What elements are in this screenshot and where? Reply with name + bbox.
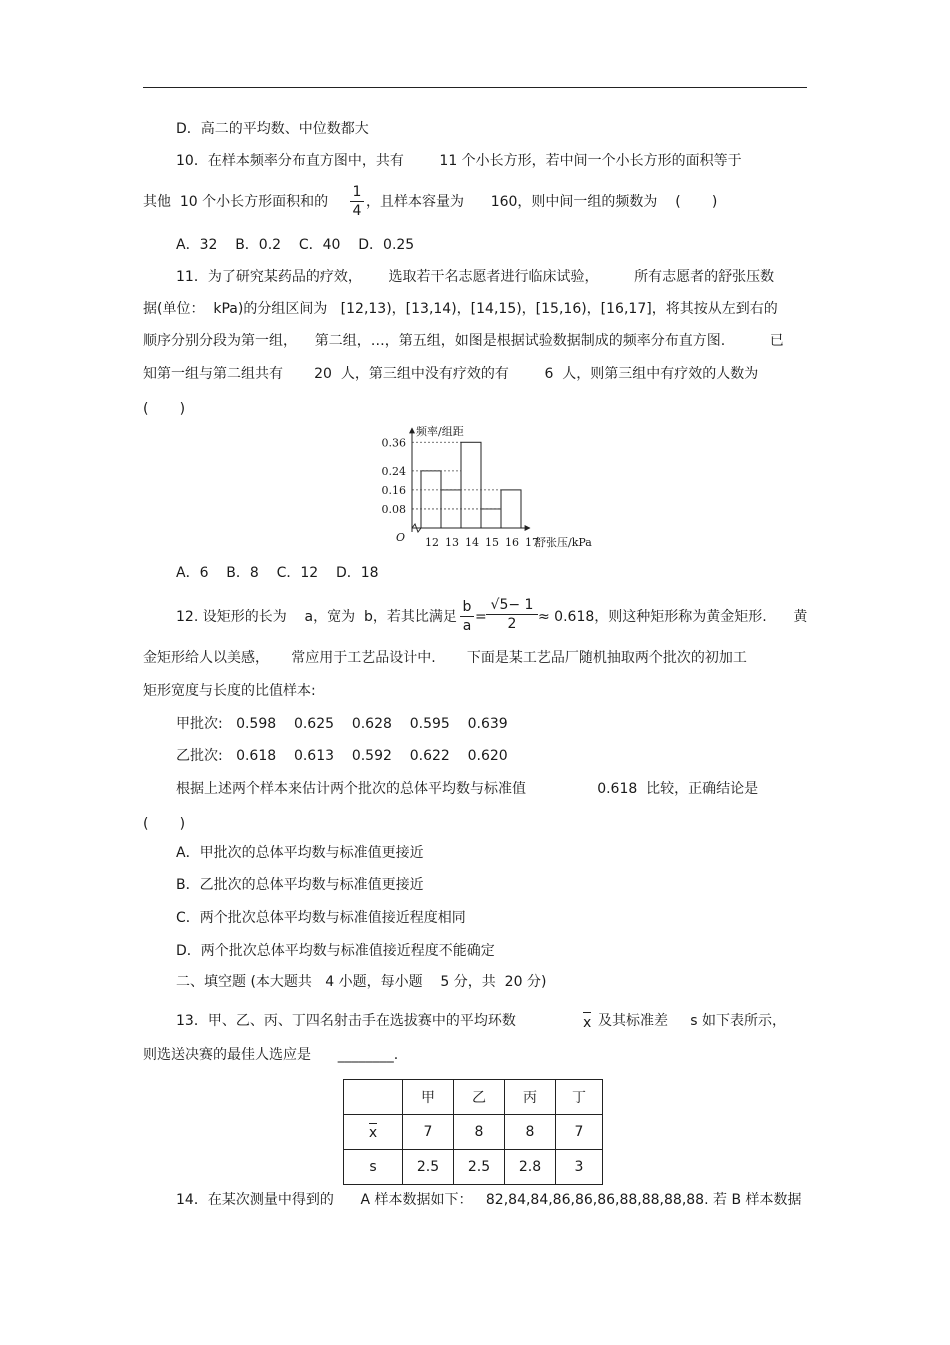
histogram-bars	[421, 442, 521, 528]
q10-fraction-numerator: 1	[352, 184, 362, 200]
x-tick-labels	[425, 536, 539, 549]
table-header-jia: 甲	[403, 1080, 454, 1115]
table-corner-cell	[344, 1080, 403, 1115]
table-row-label-sd: s	[344, 1150, 403, 1185]
table-cell: 7	[556, 1115, 603, 1150]
section-2-heading: 二、填空题 (本大题共 4 小题，每小题 5 分，共 20 分)	[176, 974, 547, 990]
frequency-histogram	[380, 422, 620, 557]
histogram-guide-lines	[412, 442, 501, 509]
q12-line-3: 矩形宽度与长度的比值样本:	[143, 683, 316, 699]
q14-line-1: 14．在某次测量中得到的 A 样本数据如下： 82,84,84,86,86,86,88,88,88,88. 若 B 样本数据	[176, 1192, 802, 1208]
q11-line-2: 据(单位： kPa)的分组区间为 [12,13)，[13,14)，[14,15)，[15,16)，[16,17]，将其按从左到右的	[143, 301, 778, 317]
q12-line-1b: ≈ 0.618，则这种矩形称为黄金矩形. 黄	[538, 609, 808, 625]
q12-line-6: 根据上述两个样本来估计两个批次的总体平均数与标准值 0.618 比较，正确结论是	[176, 781, 759, 797]
q10-fraction	[350, 184, 364, 219]
x-tick-label: 16	[505, 536, 519, 549]
q12-option-c: C．两个批次总体平均数与标准值接近程度相同	[176, 910, 466, 926]
table-cell: 3	[556, 1150, 603, 1185]
table-cell: 2.8	[505, 1150, 556, 1185]
q12-line-1a: 12. 设矩形的长为 a，宽为 b，若其比满足	[176, 609, 457, 625]
q13-table	[343, 1079, 603, 1185]
q13-line-1a: 13．甲、乙、丙、丁四名射击手在选拔赛中的平均环数	[176, 1013, 516, 1029]
table-cell: 8	[454, 1115, 505, 1150]
histogram-bar-3	[461, 442, 481, 528]
x-tick-label: 12	[425, 536, 439, 549]
q12-option-a: A．甲批次的总体平均数与标准值更接近	[176, 845, 424, 861]
table-row	[344, 1150, 603, 1185]
y-axis-label: 频率/组距	[416, 425, 464, 438]
q12-ratio-b: b	[462, 599, 472, 615]
table-cell: 7	[403, 1115, 454, 1150]
histogram-bar-1	[421, 471, 441, 528]
q10-fraction-denominator: 4	[352, 203, 362, 219]
table-row-label-mean: x	[344, 1115, 403, 1150]
q10-options: A．32 B．0.2 C．40 D．0.25	[176, 237, 415, 253]
q12-yi-samples: 乙批次: 0.618 0.613 0.592 0.622 0.620	[176, 748, 508, 764]
histogram-bar-5	[501, 490, 521, 528]
q10-line-2a: 其他 10 个小长方形面积和的	[143, 194, 329, 210]
q10-line-1: 10．在样本频率分布直方图中，共有 11 个小长方形，若中间一个小长方形的面积等于	[176, 153, 742, 169]
q11-line-3: 顺序分别分段为第一组， 第二组，…，第五组，如图是根据试验数据制成的频率分布直方图. 已	[143, 333, 784, 349]
x-tick-label: 15	[485, 536, 499, 549]
q11-line-1: 11．为了研究某药品的疗效， 选取若干名志愿者进行临床试验， 所有志愿者的舒张压数	[176, 269, 775, 285]
table-cell: 8	[505, 1115, 556, 1150]
q12-jia-samples: 甲批次: 0.598 0.625 0.628 0.595 0.639	[176, 716, 508, 732]
q9-option-d: D．高二的平均数、中位数都大	[176, 121, 369, 137]
q12-ratio	[460, 599, 474, 634]
q13-line-1b: 及其标准差 s 如下表所示，	[598, 1013, 786, 1029]
q13-xbar: x	[583, 1012, 591, 1032]
q12-equals: =	[475, 609, 487, 625]
table-header-bing: 丙	[505, 1080, 556, 1115]
histogram-bar-4	[481, 509, 501, 528]
table-header-yi: 乙	[454, 1080, 505, 1115]
x-tick-label: 14	[465, 536, 479, 549]
x-axis-label: 舒张压/kPa	[535, 536, 592, 549]
q12-ratio-a: a	[462, 618, 472, 634]
q12-root-denominator: 2	[507, 616, 517, 632]
y-tick-label: 0.24	[381, 464, 406, 478]
table-cell: 2.5	[403, 1150, 454, 1185]
y-tick-label: 0.36	[381, 436, 406, 450]
table-row	[344, 1115, 603, 1150]
q12-golden-fraction	[486, 597, 538, 632]
q12-option-d: D．两个批次总体平均数与标准值接近程度不能确定	[176, 943, 495, 959]
q11-options: A．6 B．8 C．12 D．18	[176, 565, 379, 581]
header-rule	[143, 87, 807, 88]
table-header-row	[344, 1080, 603, 1115]
q12-line-2: 金矩形给人以美感， 常应用于工艺品设计中. 下面是某工艺品厂随机抽取两个批次的初加工	[143, 650, 747, 666]
y-tick-labels	[382, 436, 407, 516]
table-cell: 2.5	[454, 1150, 505, 1185]
x-tick-label: 13	[445, 536, 459, 549]
q12-line-7: ( )	[143, 816, 186, 832]
table-header-ding: 丁	[556, 1080, 603, 1115]
q10-line-2b: ，且样本容量为 160，则中间一组的频数为 ( )	[366, 194, 718, 210]
q12-root-numerator: √5− 1	[490, 597, 534, 613]
q11-line-4: 知第一组与第二组共有 20 人，第三组中没有疗效的有 6 人，则第三组中有疗效的人数为	[143, 366, 759, 382]
q11-line-5: ( )	[143, 401, 186, 417]
x-tick-label: 17	[525, 536, 539, 549]
q13-line-2: 则选送决赛的最佳人选应是 ________.	[143, 1047, 399, 1063]
q12-option-b: B．乙批次的总体平均数与标准值更接近	[176, 877, 424, 893]
y-tick-label: 0.08	[381, 502, 406, 516]
y-tick-label: 0.16	[381, 483, 406, 497]
origin-label: O	[396, 531, 406, 544]
